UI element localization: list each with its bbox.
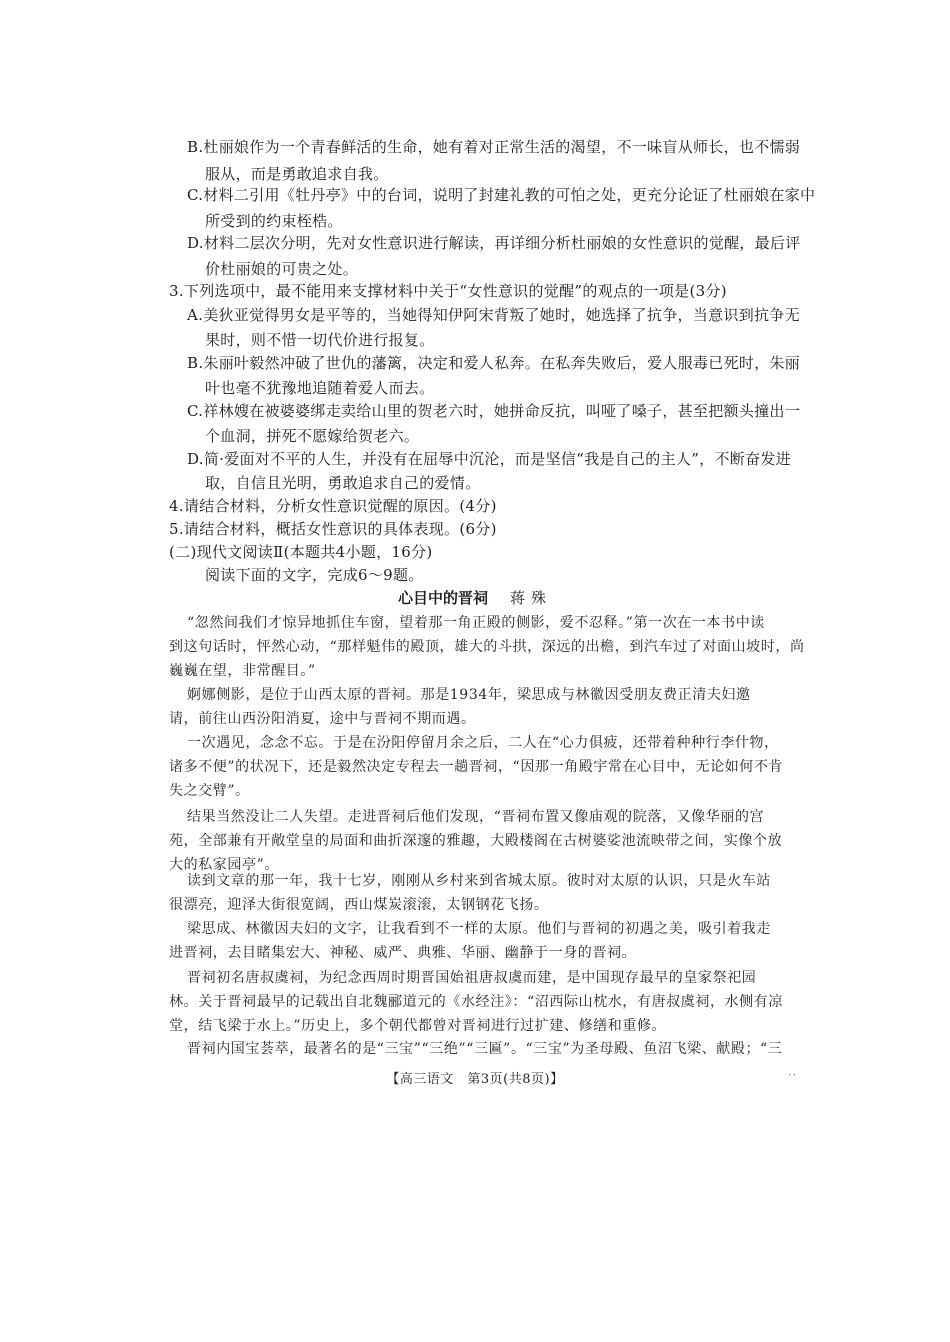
q2-option-d-line2: 价杜丽娘的可贵之处。 — [205, 260, 359, 278]
article-p2-line1: 婀娜侧影，是位于山西太原的晋祠。那是1934年，梁思成与林徽因受朋友费正清夫妇邀 — [187, 687, 751, 703]
article-p7-line1: 晋祠初名唐叔虞祠，为纪念西周时期晋国始祖唐叔虞而建，是中国现存最早的皇家祭祀园 — [187, 970, 757, 986]
article-title: 心目中的晋祠 — [397, 589, 488, 607]
q3-option-b-line2: 叶也毫不犹豫地追随着爱人而去。 — [205, 379, 435, 397]
article-p2-line2: 请，前往山西汾阳消夏，途中与晋祠不期而遇。 — [169, 711, 476, 727]
question5: 5.请结合材料，概括女性意识的具体表现。(6分) — [169, 520, 497, 538]
footer-text: 【高三语文 第3页(共8页)】 — [386, 1072, 564, 1087]
q3-stem: 3.下列选项中，最不能用来支撑材料中关于“女性意识的觉醒”的观点的一项是(3分) — [169, 282, 727, 300]
q3-option-a-line2: 果时，则不惜一切代价进行报复。 — [205, 331, 435, 349]
q3-option-a-line1: A.美狄亚觉得男女是平等的，当她得知伊阿宋背叛了她时，她选择了抗争，当意识到抗争无 — [187, 306, 800, 324]
article-p1-line1: “忽然间我们才惊异地抓住车窗，望着那一角正殿的侧影，爱不忍释。”第一次在一本书中读 — [187, 615, 765, 631]
q3-option-c-line2: 个血洞，拼死不愿嫁给贺老六。 — [205, 427, 420, 445]
article-p4-line2: 苑，全部兼有开敞堂皇的局面和曲折深邃的雅趣，大殿楼阁在古树婆娑池流映带之间，实像个放 — [169, 833, 783, 849]
question4: 4.请结合材料，分析女性意识觉醒的原因。(4分) — [169, 497, 497, 515]
section2-heading: (二)现代文阅读Ⅱ(本题共4小题，16分) — [169, 543, 433, 561]
article-p7-line2: 林。关于晋祠最早的记载出自北魏郦道元的《水经注》：“沼西际山枕水，有唐叔虞祠，水侧有凉 — [169, 994, 783, 1010]
article-p3-line3: 失之交臂”。 — [169, 783, 250, 799]
footer-suffix: ·· — [788, 1068, 797, 1082]
q3-option-d-line1: D.简·爱面对不平的人生，并没有在屈辱中沉沦，而是坚信“我是自己的主人”，不断奋发进 — [187, 450, 791, 468]
article-p6-line2: 进晋祠，去目睹集宏大、神秘、威严、典雅、华丽、幽静于一身的晋祠。 — [169, 945, 637, 961]
q2-option-b-line2: 服从，而是勇敢追求自我。 — [205, 165, 389, 183]
q2-option-b-line1: B.杜丽娘作为一个青春鲜活的生命，她有着对正常生活的渴望，不一味盲从师长，也不懦弱 — [187, 138, 801, 156]
article-author: 蒋殊 — [510, 589, 553, 607]
article-p4-line3: 大的私家园亭”。 — [169, 857, 279, 873]
page-footer — [0, 1068, 950, 1087]
q3-option-d-line2: 取，自信且光明，勇敢追求自己的爱情。 — [205, 474, 481, 492]
article-p1-line2: 到这句话时，怦然心动，“那样魁伟的殿顶，雄大的斗拱，深远的出檐，到汽车过了对面山坡时，尚 — [169, 639, 805, 655]
q2-option-c-line1: C.材料二引用《牡丹亭》中的台词，说明了封建礼教的可怕之处，更充分论证了杜丽娘在家中 — [187, 186, 816, 204]
q3-option-c-line1: C.祥林嫂在被婆婆绑走卖给山里的贺老六时，她拼命反抗，叫哑了嗓子，甚至把额头撞出一 — [187, 402, 801, 420]
q3-option-b-line1: B.朱丽叶毅然冲破了世仇的藩篱，决定和爱人私奔。在私奔失败后，爱人服毒已死时，朱丽 — [187, 354, 801, 372]
article-title-line — [0, 587, 950, 608]
article-p8-line1: 晋祠内国宝荟萃，最著名的是“三宝”“三绝”“三匾”。“三宝”为圣母殿、鱼沼飞梁、献殿；“三 — [187, 1041, 783, 1057]
article-p6-line1: 梁思成、林徽因夫妇的文字，让我看到不一样的太原。他们与晋祠的初遇之美，吸引着我走 — [187, 921, 771, 937]
article-p5-line1: 读到文章的那一年，我十七岁，刚刚从乡村来到省城太原。彼时对太原的认识，只是火车站 — [187, 873, 771, 889]
article-p4-line1: 结果当然没让二人失望。走进晋祠后他们发现，“晋祠布置又像庙观的院落，又像华丽的宫 — [187, 809, 765, 825]
q2-option-d-line1: D.材料二层次分明，先对女性意识进行解读，再详细分析杜丽娘的女性意识的觉醒，最后评 — [187, 234, 801, 252]
article-p5-line2: 很漂亮，迎泽大街很宽阔，西山煤炭滚滚，太钢钢花飞扬。 — [169, 897, 549, 913]
section2-instruction: 阅读下面的文字，完成6～9题。 — [205, 566, 424, 584]
article-p7-line3: 堂，结飞梁于水上。”历史上，多个朝代都曾对晋祠进行过扩建、修缮和重修。 — [169, 1018, 667, 1034]
q2-option-c-line2: 所受到的约束桎梏。 — [205, 212, 343, 230]
article-p3-line2: 诸多不便”的状况下，还是毅然决定专程去一趟晋祠，“因那一角殿宇常在心目中，无论如何不肯 — [169, 759, 784, 775]
article-p3-line1: 一次遇见，念念不忘。于是在汾阳停留月余之后，二人在“心力俱疲，还带着种种行李什物， — [187, 735, 779, 751]
article-p1-line3: 巍巍在望，非常醒目。” — [169, 663, 316, 679]
